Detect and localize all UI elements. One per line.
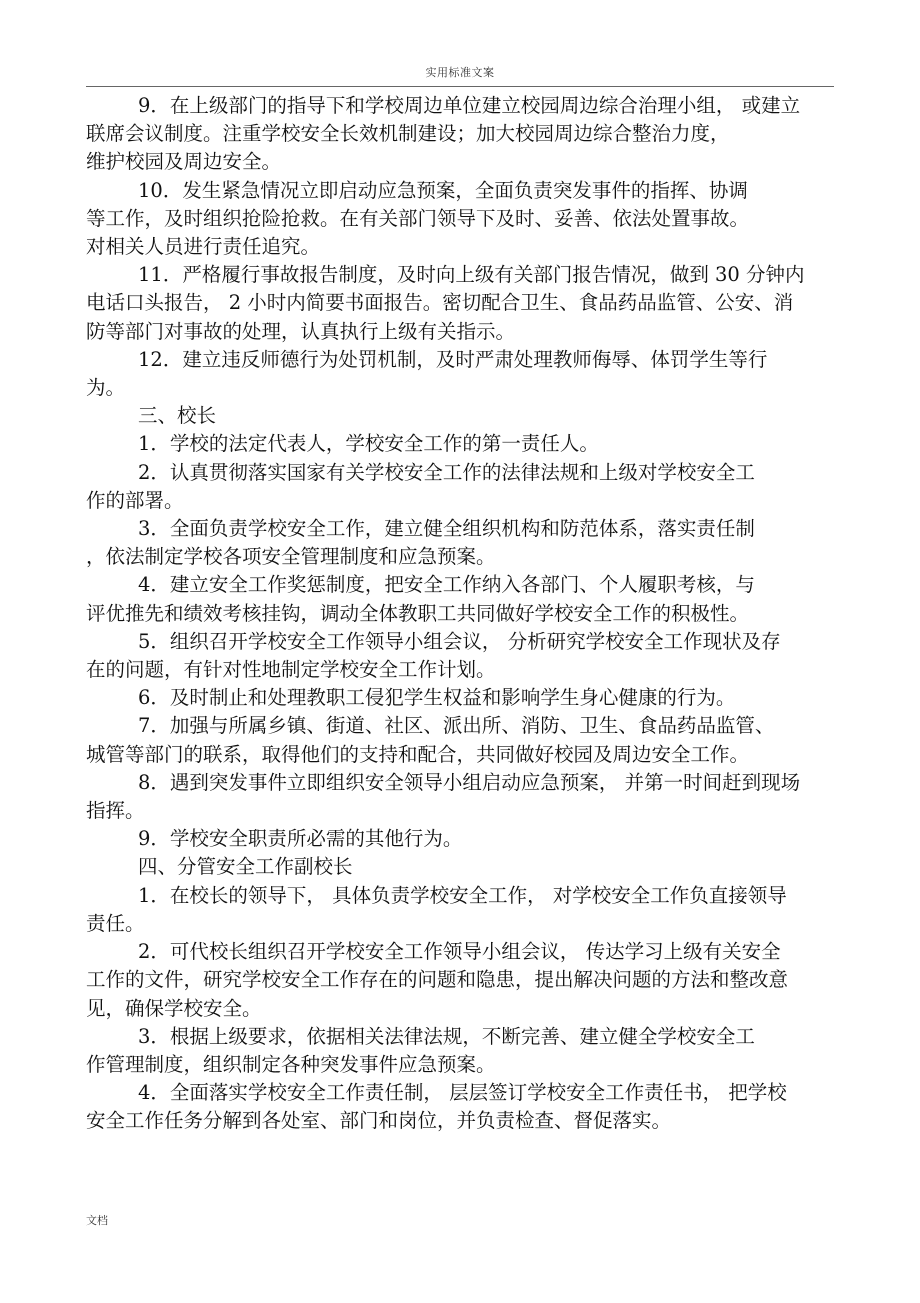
text-line: 为。	[86, 376, 126, 400]
text-line: 维护校园及周边安全。	[86, 150, 282, 174]
text-line: 4．建立安全工作奖惩制度，把安全工作纳入各部门、个人履职考核，与	[138, 573, 755, 597]
text-line: 防等部门对事故的处理，认真执行上级有关指示。	[86, 319, 516, 343]
page-footer: 文档	[86, 1214, 108, 1227]
text-line: 10．发生紧急情况立即启动应急预案，全面负责突发事件的指挥、协调	[138, 178, 748, 202]
text-line: 工作的文件，研究学校安全工作存在的问题和隐患，提出解决问题的方法和整改意	[86, 968, 789, 992]
document-body	[86, 92, 834, 1136]
text-line: 9．在上级部门的指导下和学校周边单位建立校园周边综合治理小组， 或建立	[138, 94, 801, 117]
text-line: 12．建立违反师德行为处罚机制，及时严肃处理教师侮辱、体罚学生等行	[138, 347, 768, 371]
text-line: 城管等部门的联系，取得他们的支持和配合，共同做好校园及周边安全工作。	[86, 742, 750, 766]
text-line: 作管理制度，组织制定各种突发事件应急预案。	[86, 1052, 496, 1076]
text-line: 3．全面负责学校安全工作，建立健全组织机构和防范体系，落实责任制	[138, 517, 755, 541]
text-line: ，依法制定学校各项安全管理制度和应急预案。	[86, 545, 496, 569]
text-line: 1．学校的法定代表人，学校安全工作的第一责任人。	[138, 432, 599, 456]
header-divider	[86, 86, 834, 87]
text-line: 11．严格履行事故报告制度，及时向上级有关部门报告情况，做到 30 分钟内	[138, 263, 805, 287]
text-line: 9．学校安全职责所必需的其他行为。	[138, 827, 463, 851]
text-line: 2．可代校长组织召开学校安全工作领导小组会议， 传达学习上级有关安全	[138, 940, 781, 964]
text-line: 对相关人员进行责任追究。	[86, 235, 321, 259]
text-line: 2．认真贯彻落实国家有关学校安全工作的法律法规和上级对学校安全工	[138, 460, 755, 484]
text-line: 3．根据上级要求，依据相关法律法规，不断完善、建立健全学校安全工	[138, 1024, 755, 1048]
text-line: 联席会议制度。注重学校安全长效机制建设；加大校园周边综合整治力度，	[86, 122, 730, 146]
text-line: 等工作，及时组织抢险抢救。在有关部门领导下及时、妥善、依法处置事故。	[86, 206, 750, 230]
text-line: 作的部署。	[86, 488, 184, 512]
text-line: 4．全面落实学校安全工作责任制， 层层签订学校安全工作责任书， 把学校	[138, 1081, 787, 1105]
text-line: 责任。	[86, 911, 145, 935]
text-line: 8．遇到突发事件立即组织安全领导小组启动应急预案， 并第一时间赶到现场	[138, 770, 801, 794]
text-line: 在的问题，有针对性地制定学校安全工作计划。	[86, 658, 496, 682]
text-line: 三、校长	[138, 404, 217, 428]
text-line: 安全工作任务分解到各处室、部门和岗位，并负责检查、督促落实。	[86, 1109, 672, 1133]
text-line: 指挥。	[86, 799, 145, 823]
text-line: 5．组织召开学校安全工作领导小组会议， 分析研究学校安全工作现状及存	[138, 629, 781, 653]
text-line: 四、分管安全工作副校长	[138, 855, 353, 879]
text-line: 电话口头报告， 2 小时内简要书面报告。密切配合卫生、食品药品监管、公安、消	[86, 291, 794, 315]
text-line: 评优推先和绩效考核挂钩，调动全体教职工共同做好学校安全工作的积极性。	[86, 601, 750, 625]
text-line: 6．及时制止和处理教职工侵犯学生权益和影响学生身心健康的行为。	[138, 686, 736, 710]
text-line: 见，确保学校安全。	[86, 996, 262, 1020]
text-line: 7．加强与所属乡镇、街道、社区、派出所、消防、卫生、食品药品监管、	[138, 714, 775, 738]
page-header: 实用标准文案	[425, 66, 495, 79]
text-line: 1．在校长的领导下， 具体负责学校安全工作， 对学校安全工作负直接领导	[138, 883, 787, 907]
